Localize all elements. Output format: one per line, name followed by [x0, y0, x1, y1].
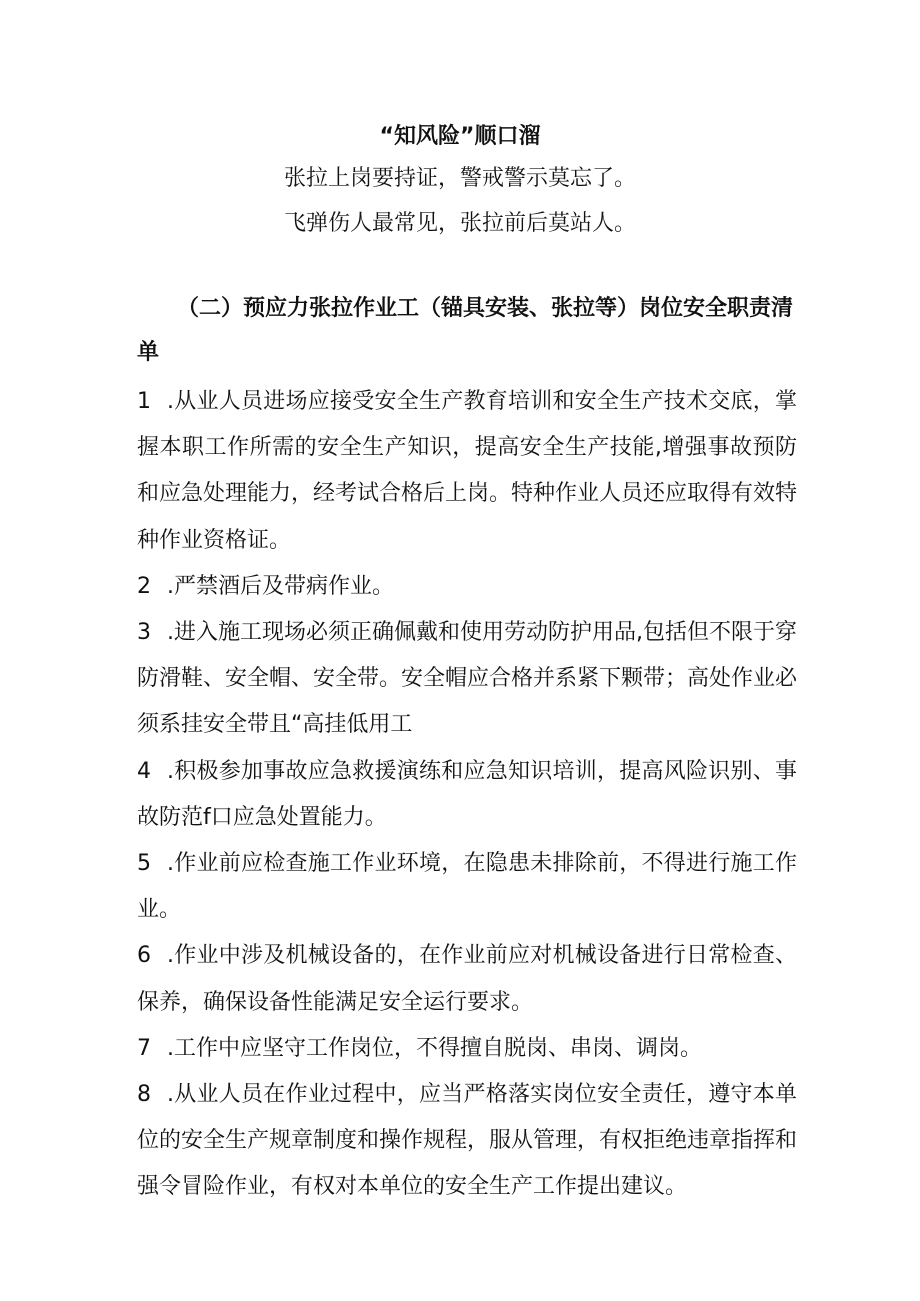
item-number: 8	[137, 1082, 151, 1108]
item-text: .进入施工现场必须正确佩戴和使用劳动防护用品,包括但不限于穿防滑鞋、安全帽、安全带。安全帽应合格并系紧下颗带；高处作业必须系挂安全带且“高挂低用工	[137, 620, 798, 738]
item-text: .严禁酒后及带病作业。	[167, 573, 394, 599]
item-number: 7	[137, 1035, 151, 1061]
list-item	[137, 1072, 797, 1211]
list-item	[137, 933, 797, 1025]
item-text: .工作中应坚守工作岗位，不得擅自脱岗、串岗、调岗。	[167, 1035, 702, 1061]
item-number: 6	[137, 943, 151, 969]
list-item	[137, 379, 797, 564]
item-number: 2	[137, 573, 151, 599]
item-text: .从业人员进场应接受安全生产教育培训和安全生产技术交底，掌握本职工作所需的安全生产知识，提高安全生产技能,增强事故预防和应急处理能力，经考试合格后上岗。特种作业人员还应取得有效特种作业资格证。	[137, 389, 798, 553]
list-item	[137, 841, 797, 933]
item-text: .积极参加事故应急救援演练和应急知识培训，提高风险识别、事故防范f口应急处置能力。	[137, 758, 797, 830]
list-item	[137, 564, 797, 610]
list-item	[137, 610, 797, 749]
item-text: .作业前应检查施工作业环境，在隐患未排除前，不得进行施工作业。	[137, 851, 797, 923]
list-item	[137, 749, 797, 841]
rhyme-title: “知风险”顺口溜	[379, 124, 541, 149]
rhyme-line-2: 飞弹伤人最常见，张拉前后莫站人。	[283, 211, 636, 236]
item-number: 5	[137, 851, 151, 877]
list-item	[137, 1026, 797, 1072]
item-number: 1	[137, 389, 151, 414]
duty-list	[137, 379, 797, 1211]
item-number: 3	[137, 620, 151, 646]
rhyme-line-1: 张拉上岗要持证，警戒警示莫忘了。	[283, 166, 636, 191]
item-text: .从业人员在作业过程中，应当严格落实岗位安全责任，遵守本单位的安全生产规章制度和操作规程，服从管理，有权拒绝违章指挥和强令冒险作业，有权对本单位的安全生产工作提出建议。	[137, 1082, 798, 1200]
item-number: 4	[137, 758, 151, 784]
item-text: .作业中涉及机械设备的，在作业前应对机械设备进行日常检查、保养，确保设备性能满足安全运行要求。	[137, 943, 797, 1015]
section-title: （二）预应力张拉作业工（锚具安装、张拉等）岗位安全职责清单	[137, 296, 794, 365]
